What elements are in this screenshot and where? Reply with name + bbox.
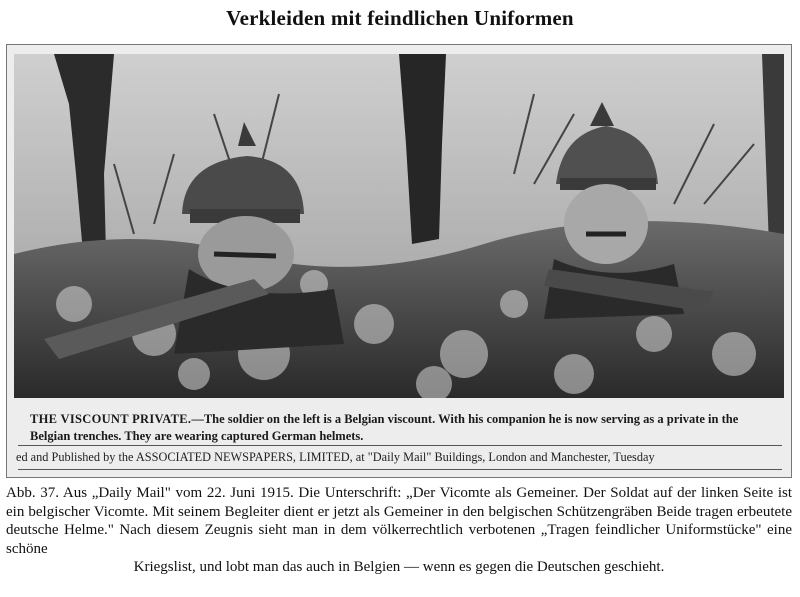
face-right	[564, 184, 648, 264]
caption-lead: THE VISCOUNT PRIVATE.	[30, 412, 192, 426]
divider	[18, 469, 782, 470]
description-last-line: Kriegslist, und lobt man das auch in Belgien — wenn es gegen die Deutschen geschieht.	[133, 559, 665, 575]
description-paragraph: Abb. 37. Aus „Daily Mail" vom 22. Juni 1915. Die Unterschrift: „Der Vicomte als Gemeiner. Der Soldat auf der linken Seite ist ein belgischer Vicomte. Mit seinem Begleiter dient er jetzt als Gemeiner in den belgischen Schützengräben Beide tragen erbeutete deutsche Helme." Nach diesem Zeugnis sieht man in dem völkerrechtlich verbotenen „Tragen feindlicher Uniformstücke" eine schöne	[6, 485, 792, 557]
caption-text: —The soldier on the left is a Belgian viscount. With his companion he is now serving as a private in the Belgian trenches. They are wearing captured German helmets.	[30, 412, 739, 443]
newspaper-imprint: ed and Published by the ASSOCIATED NEWSPAPERS, LIMITED, at "Daily Mail" Buildings, London and Manchester, Tuesday	[16, 450, 655, 464]
page-title: Verkleiden mit feindlichen Uniformen	[226, 6, 574, 30]
divider	[18, 445, 782, 446]
photograph	[14, 54, 784, 398]
figure-description	[6, 484, 792, 577]
clipping-caption	[30, 411, 750, 445]
